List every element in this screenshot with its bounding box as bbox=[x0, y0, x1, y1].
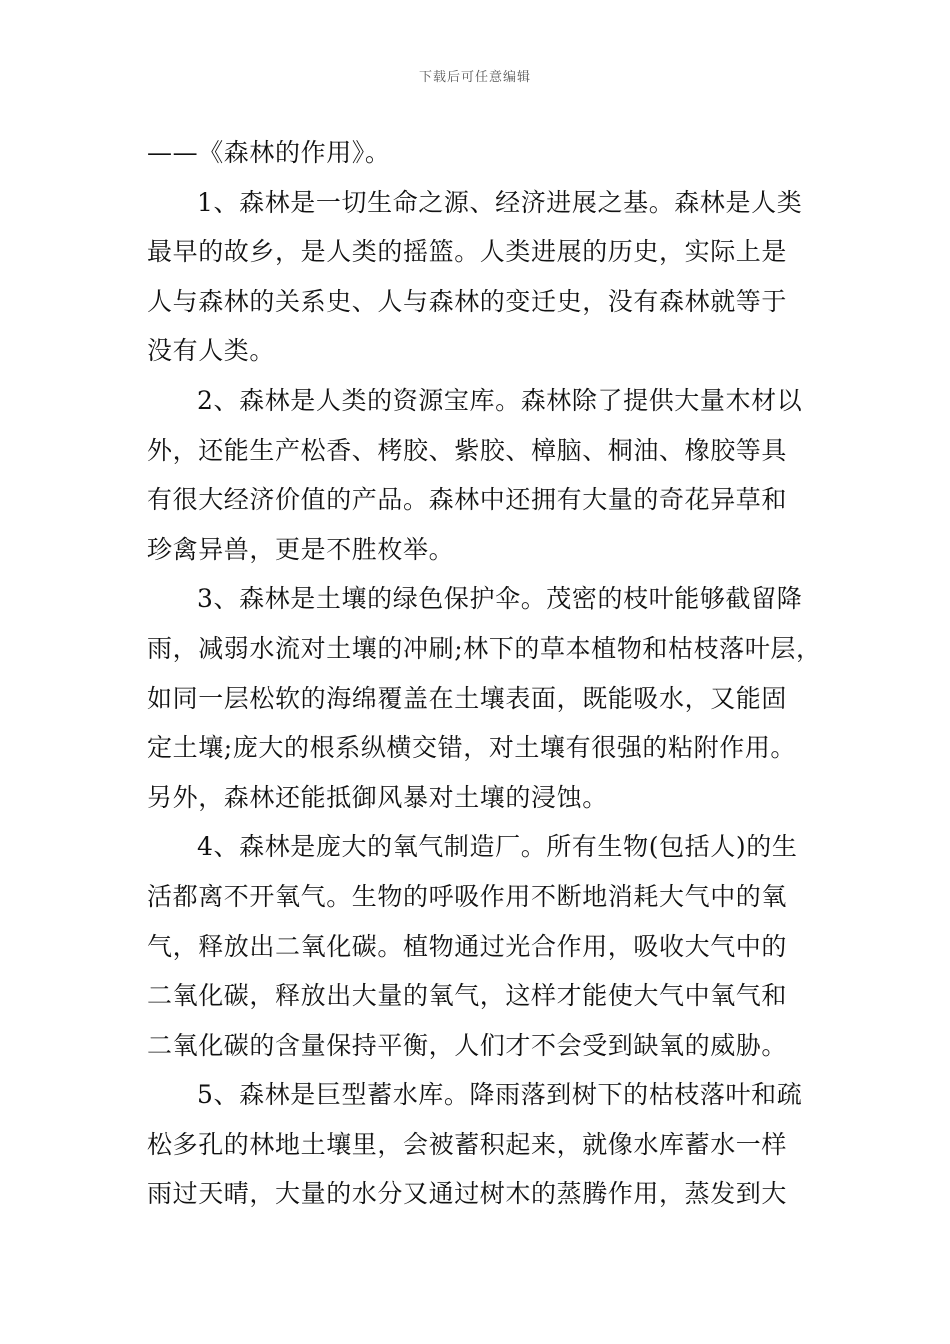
paragraph-4-line-5: 二氧化碳的含量保持平衡，人们才不会受到缺氧的威胁。 bbox=[147, 1030, 788, 1060]
paragraph-1-line-2: 最早的故乡，是人类的摇篮。人类进展的历史，实际上是 bbox=[147, 237, 788, 267]
paragraph-3-line-4: 定土壤;庞大的根系纵横交错，对土壤有很强的粘附作用。 bbox=[147, 733, 797, 763]
paragraph-5-line-3: 雨过天晴，大量的水分又通过树木的蒸腾作用，蒸发到大 bbox=[147, 1179, 788, 1209]
paragraph-2-line-4: 珍禽异兽，更是不胜枚举。 bbox=[147, 534, 455, 564]
paragraph-5-line-2: 松多孔的林地土壤里，会被蓄积起来，就像水库蓄水一样 bbox=[147, 1129, 788, 1159]
paragraph-4-line-3: 气，释放出二氧化碳。植物通过光合作用，吸收大气中的 bbox=[147, 931, 788, 961]
paragraph-4-line-2: 活都离不开氧气。生物的呼吸作用不断地消耗大气中的氧 bbox=[147, 881, 788, 911]
paragraph-1-line-1: 1、森林是一切生命之源、经济进展之基。森林是人类 bbox=[197, 187, 803, 217]
paragraph-1-line-4: 没有人类。 bbox=[147, 336, 276, 366]
header-note: 下载后可任意编辑 bbox=[418, 70, 531, 85]
paragraph-2-line-2: 外，还能生产松香、栲胶、紫胶、樟脑、桐油、橡胶等具 bbox=[147, 435, 788, 465]
paragraph-2-line-3: 有很大经济价值的产品。森林中还拥有大量的奇花异草和 bbox=[147, 485, 788, 515]
paragraph-3-line-3: 如同一层松软的海绵覆盖在土壤表面，既能吸水，又能固 bbox=[147, 683, 788, 713]
paragraph-4-line-1: 4、森林是庞大的氧气制造厂。所有生物(包括人)的生 bbox=[197, 832, 798, 862]
paragraph-4-line-4: 二氧化碳，释放出大量的氧气，这样才能使大气中氧气和 bbox=[147, 981, 788, 1011]
paragraph-3-line-1: 3、森林是土壤的绿色保护伞。茂密的枝叶能够截留降 bbox=[197, 584, 803, 614]
intro-line: ——《森林的作用》。 bbox=[147, 138, 391, 167]
document-body bbox=[147, 128, 822, 1219]
paragraph-5-line-1: 5、森林是巨型蓄水库。降雨落到树下的枯枝落叶和疏 bbox=[197, 1080, 803, 1110]
paragraph-2-line-1: 2、森林是人类的资源宝库。森林除了提供大量木材以 bbox=[197, 385, 803, 415]
paragraph-3-line-2: 雨，减弱水流对土壤的冲刷;林下的草本植物和枯枝落叶层， bbox=[147, 633, 822, 663]
paragraph-1-line-3: 人与森林的关系史、人与森林的变迁史，没有森林就等于 bbox=[147, 286, 788, 316]
paragraph-3-line-5: 另外，森林还能抵御风暴对土壤的浸蚀。 bbox=[147, 782, 608, 812]
